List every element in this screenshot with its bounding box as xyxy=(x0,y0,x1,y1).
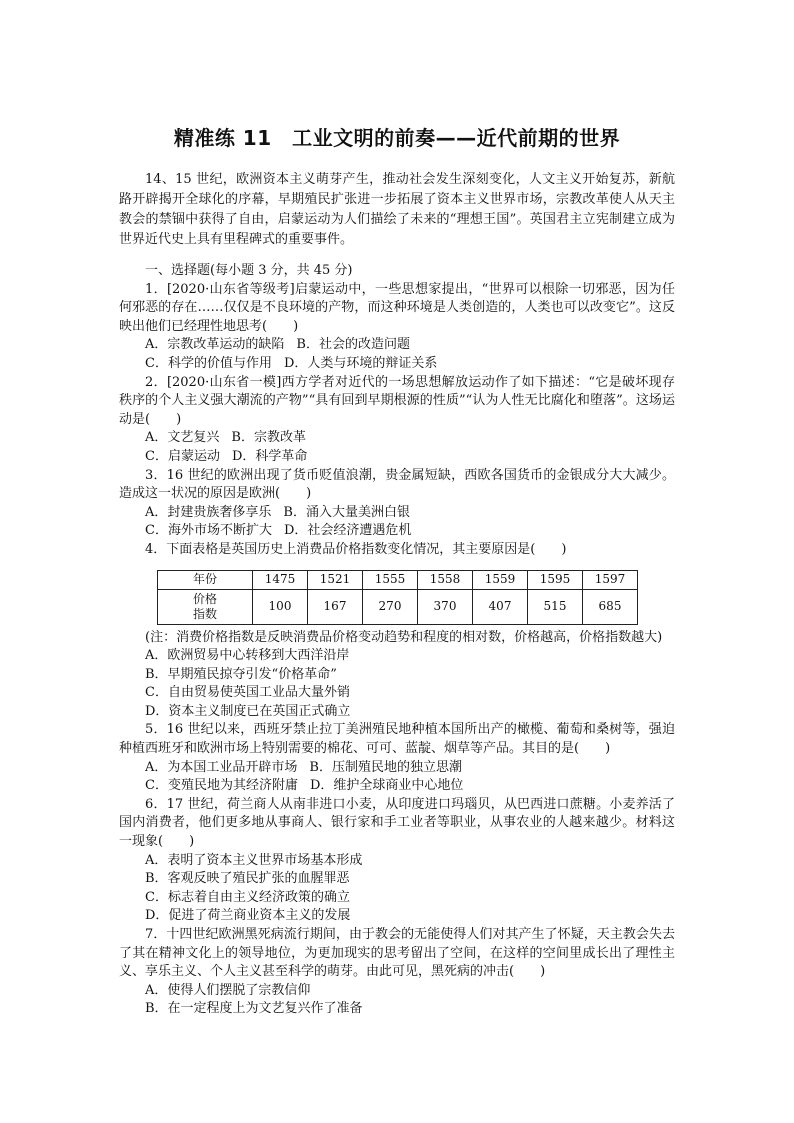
question-2-option-d: D．科学革命 xyxy=(231,448,308,464)
question-7-option-a: A．使得人们摆脱了宗教信仰 xyxy=(145,982,311,998)
page-title: 精准练 11 工业文明的前奏——近代前期的世界 xyxy=(173,126,621,150)
question-3-option-b: B．涌入大量美洲白银 xyxy=(283,504,410,520)
question-6-stem: 6．17 世纪，荷兰商人从南非进口小麦，从印度进口玛瑙贝，从巴西进口蔗糖。小麦养活了国内消费者，他们更多地从事商人、银行家和手工业者等职业，从事农业的人越来越少。材料这一现象( ) xyxy=(119,796,675,850)
question-3-options-row-2 xyxy=(119,522,675,541)
question-3-option-c: C．海外市场不断扩大 xyxy=(145,523,272,539)
question-5-option-b: B．压制殖民地的独立思潮 xyxy=(309,759,462,775)
intro-paragraph: 14、15 世纪，欧洲资本主义萌芽产生，推动社会发生深刻变化，人文主义开始复苏，新航路开辟揭开全球化的序幕，早期殖民扩张进一步拓展了资本主义世界市场，宗教改革使人从天主教会的禁锢中获得了自由，启蒙运动为人们描绘了未来的“理想王国”。英国君主立宪制建立成为世界近代史上具有里程碑式的重要事件。 xyxy=(119,172,675,247)
question-1-options-row-1 xyxy=(119,336,675,355)
question-7-option-b: B．在一定程度上为文艺复兴作了准备 xyxy=(145,1001,363,1017)
question-2-options-row-1 xyxy=(119,429,675,448)
table-cell-year: 1558 xyxy=(418,570,473,589)
table-cell-year: 1475 xyxy=(253,570,308,589)
question-5-option-c: C．变殖民地为其经济附庸 xyxy=(145,778,298,794)
question-1-option-b: B．社会的改造问题 xyxy=(296,337,410,353)
table-row-years xyxy=(158,570,638,589)
table-cell-year: 1555 xyxy=(363,570,418,589)
table-header-year: 年份 xyxy=(158,570,253,589)
question-5-option-d: D．维护全球商业中心地位 xyxy=(309,778,464,794)
table-row-indices xyxy=(158,589,638,624)
question-4-stem: 4．下面表格是英国历史上消费品价格指数变化情况，其主要原因是( ) xyxy=(145,541,567,557)
table-header-price-index-line-1: 价格 xyxy=(192,591,217,606)
question-4-note: (注：消费价格指数是反映消费品价格变动趋势和程度的相对数，价格越高，价格指数越大) xyxy=(145,629,663,645)
question-6-option-a: A．表明了资本主义世界市场基本形成 xyxy=(145,852,363,868)
question-1-option-c: C．科学的价值与作用 xyxy=(145,355,272,371)
table-cell-index: 270 xyxy=(363,589,418,624)
table-cell-year: 1595 xyxy=(528,570,583,589)
table-cell-index: 515 xyxy=(528,589,583,624)
question-4-option-d: D．资本主义制度已在英国正式确立 xyxy=(145,703,351,719)
question-1-option-d: D．人类与环境的辩证关系 xyxy=(283,355,438,371)
table-cell-index: 167 xyxy=(308,589,363,624)
question-3-stem: 3．16 世纪的欧洲出现了货币贬值浪潮，贵金属短缺，西欧各国货币的金银成分大大减少。造成这一状况的原因是欧洲( ) xyxy=(119,467,675,502)
table-cell-index: 370 xyxy=(418,589,473,624)
question-1-option-a: A．宗教改革运动的缺陷 xyxy=(145,337,285,353)
section-heading: 一、选择题(每小题 3 分，共 45 分) xyxy=(145,263,353,278)
table-cell-year: 1521 xyxy=(308,570,363,589)
question-6-option-d: D．促进了荷兰商业资本主义的发展 xyxy=(145,908,351,924)
table-cell-index: 100 xyxy=(253,589,308,624)
table-header-price-index xyxy=(158,589,253,624)
question-7-stem: 7．十四世纪欧洲黑死病流行期间，由于教会的无能使得人们对其产生了怀疑，天主教会失去了其在精神文化上的领导地位，为更加现实的思考留出了空间，在这样的空间里成长出了理性主义、享乐主义、个人主义甚至科学的萌芽。由此可见，黑死病的冲击( ) xyxy=(119,927,675,980)
question-2-option-a: A．文艺复兴 xyxy=(145,430,220,446)
price-index-table xyxy=(157,570,638,625)
question-4-option-b: B．早期殖民掠夺引发“价格革命” xyxy=(145,666,337,682)
table-header-price-index-line-2: 指数 xyxy=(192,606,217,621)
question-5-options-row-1 xyxy=(119,759,675,778)
question-3-options-row-1 xyxy=(119,504,675,523)
question-4-option-c: C．自由贸易使英国工业品大量外销 xyxy=(145,685,350,701)
question-1-stem: 1．[2020·山东省等级考]启蒙运动中，一些思想家提出，“世界可以根除一切邪恶，因为任何邪恶的存在……仅仅是不良环境的产物，而这种环境是人类创造的，人类也可以改变它”。这反映出他们已经理性地思考( ) xyxy=(119,281,675,334)
question-2-options-row-2 xyxy=(119,448,675,467)
question-4-option-a: A．欧洲贸易中心转移到大西洋沿岸 xyxy=(145,648,350,664)
question-2-option-b: B．宗教改革 xyxy=(231,430,306,446)
table-cell-index: 407 xyxy=(473,589,528,624)
question-5-option-a: A．为本国工业品开辟市场 xyxy=(145,759,298,775)
question-5-options-row-2 xyxy=(119,777,675,796)
question-6-option-c: C．标志着自由主义经济政策的确立 xyxy=(145,889,350,905)
question-3-option-d: D．社会经济遭遇危机 xyxy=(283,523,412,539)
table-cell-index: 685 xyxy=(583,589,638,624)
question-2-option-c: C．启蒙运动 xyxy=(145,448,220,464)
question-3-option-a: A．封建贵族奢侈享乐 xyxy=(145,504,272,520)
table-cell-year: 1559 xyxy=(473,570,528,589)
question-list xyxy=(119,262,675,1019)
question-6-option-b: B．客观反映了殖民扩张的血腥罪恶 xyxy=(145,871,350,887)
table-cell-year: 1597 xyxy=(583,570,638,589)
question-1-options-row-2 xyxy=(119,355,675,374)
question-2-stem: 2．[2020·山东省一模]西方学者对近代的一场思想解放运动作了如下描述：“它是破坏现存秩序的个人主义强大潮流的产物”“具有回到早期根源的性质”“认为人性无比腐化和堕落”。这场运动是( ) xyxy=(119,374,675,427)
question-5-stem: 5．16 世纪以来，西班牙禁止拉丁美洲殖民地种植本国所出产的橄榄、葡萄和桑树等，强迫种植西班牙和欧洲市场上特别需要的棉花、可可、蓝靛、烟草等产品。其目的是( ) xyxy=(119,722,675,757)
